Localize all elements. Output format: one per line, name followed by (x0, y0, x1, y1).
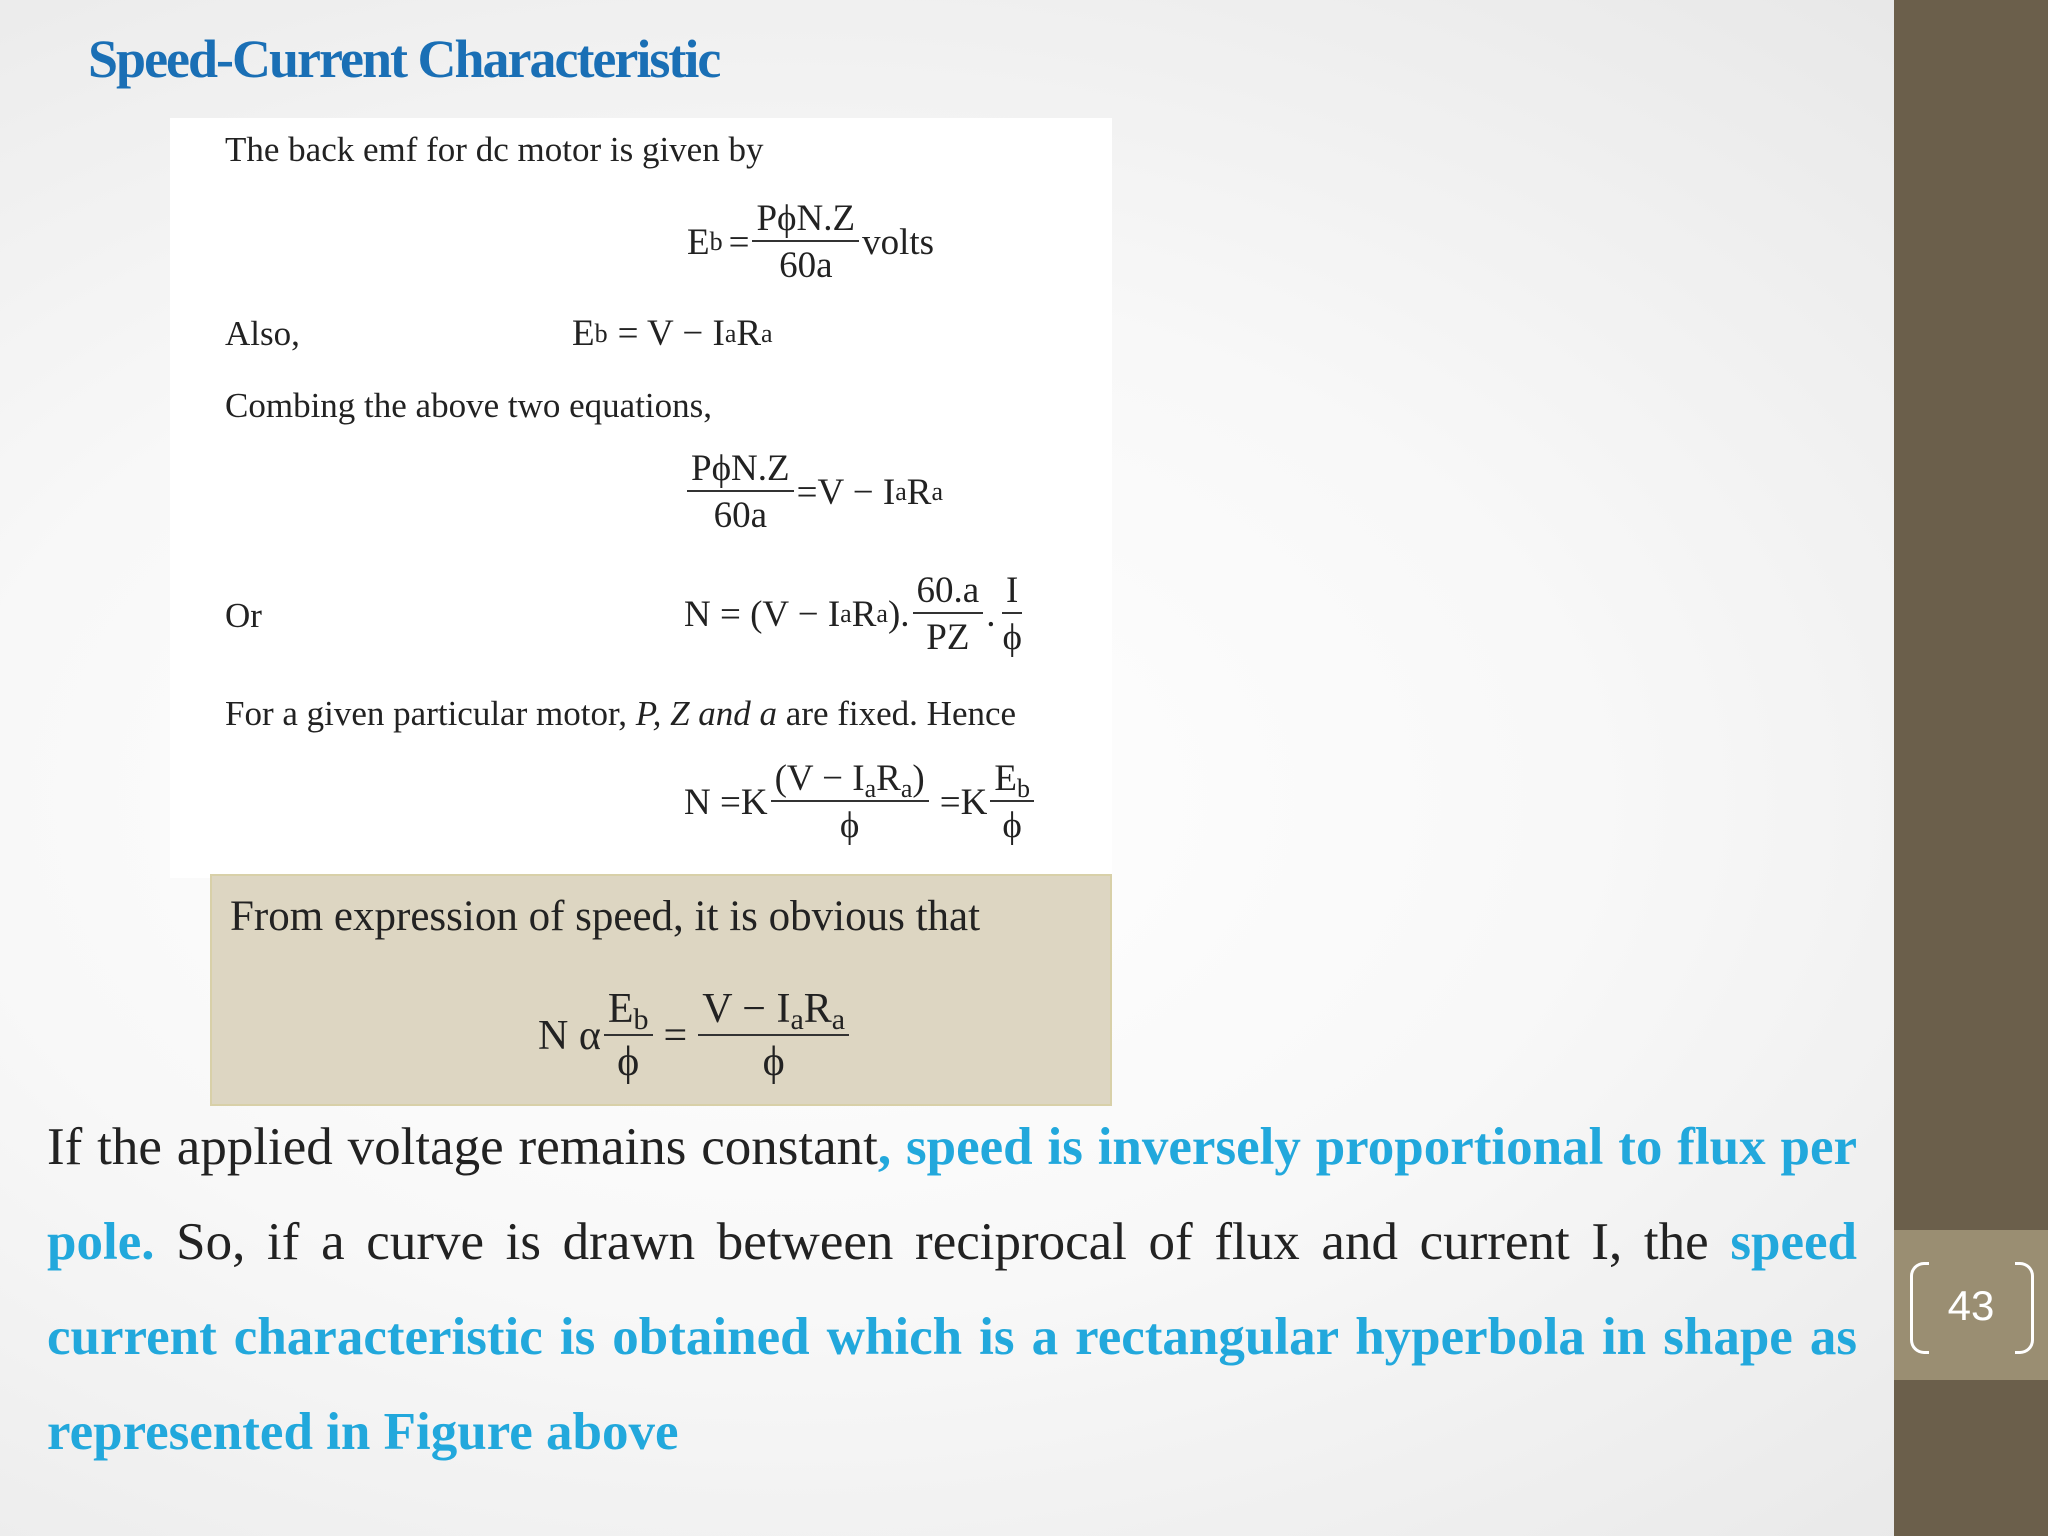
paragraph-text-1: If the applied voltage remains constant (47, 1118, 878, 1176)
equation-back-emf-2: E b = V − I a R a (572, 313, 773, 354)
fixed-params-text: For a given particular motor, P, Z and a are fixed. Hence (225, 694, 1017, 733)
also-label: Also, (225, 314, 300, 353)
paragraph-text-2: So, if a curve is drawn between reciprocal of flux and current I, the (154, 1213, 1731, 1271)
intro-text: The back emf for dc motor is given by (225, 130, 764, 169)
proportionality-equation: N α $\frac{E_b}{\phi}$ = $\frac{V - I_aR_a}{\phi}$ (538, 986, 852, 1086)
page-number-tab (1894, 1230, 2048, 1380)
equation-back-emf: E b = $\frac{\text{PϕN.Z}}{60a}$ volts (687, 198, 935, 287)
derivation-image (170, 118, 1112, 878)
combining-text: Combing the above two equations, (225, 386, 713, 425)
equation-combined: $\frac{\text{PϕN.Z}}{60a}$ =V − I a R a (684, 448, 943, 537)
slide-title: Speed-Current Characteristic (88, 29, 720, 89)
equation-speed: N = (V − I a R a ). $\frac{60.a}{PZ}$ . $\frac{I}{\phi}$ (684, 570, 1022, 659)
conclusion-text: From expression of speed, it is obvious that (230, 893, 981, 940)
page-number: 43 (1947, 1282, 1995, 1329)
paragraph-highlight-2: speed current characteristic is obtained which is a rectangular hyperbola in shape as represented in Figure above (47, 1213, 1857, 1461)
right-bracket-icon (2015, 1262, 2034, 1354)
conclusion-box (210, 874, 1112, 1106)
equation-speed-k: N =K $\frac{(V - I_aR_a)}{\phi}$ =K $\frac{E_b}{\phi}$ (684, 758, 1037, 847)
explanation-paragraph (47, 1100, 1857, 1480)
paragraph-highlight-1: , speed is inversely proportional to flux per pole. (47, 1118, 1857, 1271)
or-label: Or (225, 596, 262, 635)
